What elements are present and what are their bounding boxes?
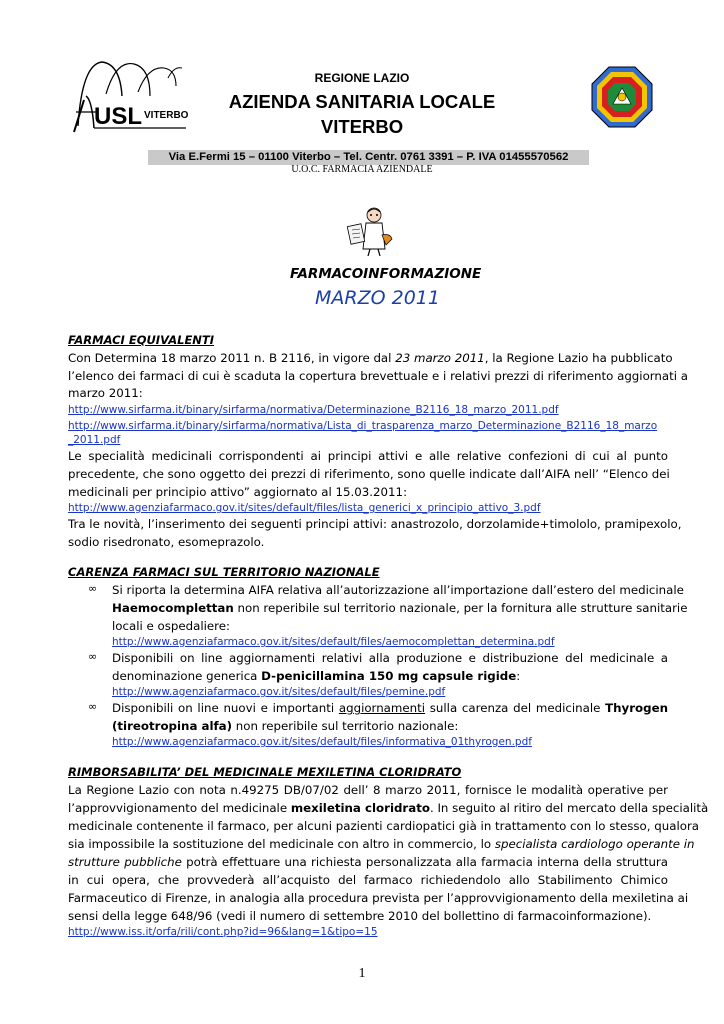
paragraph-line: medicinale contenente il farmaco, per alcuni pazienti cardiopatici già in trattamento con lo stesso, qualora	[68, 819, 700, 833]
paragraph-line: Con Determina 18 marzo 2011 n. B 2116, in vigore dal 23 marzo 2011, la Regione Lazio ha pubblicato	[68, 351, 673, 365]
department-name: U.O.C. FARMACIA AZIENDALE	[291, 164, 433, 175]
paragraph-line: Farmaceutico di Firenze, in analogia alla procedura prevista per l’approvvigionamento della mexiletina ai	[68, 891, 689, 905]
link-pemine[interactable]: http://www.agenziafarmaco.gov.it/sites/default/files/pemine.pdf	[112, 686, 446, 698]
paragraph-line: sensi della legge 648/96 (vedi il numero di settembre 2010 del bollettino di farmacoinformazione).	[68, 909, 652, 923]
bullet-line: denominazione generica D-penicillamina 150 mg capsule rigide:	[112, 669, 521, 683]
section-heading-carenza-farmaci: CARENZA FARMACI SUL TERRITORIO NAZIONALE	[68, 565, 380, 579]
agency-name: AZIENDA SANITARIA LOCALE	[228, 91, 496, 112]
bullet-line: Haemocomplettan non reperibile sul territorio nazionale, per la fornitura alle strutture sanitarie	[112, 601, 688, 615]
link-lista-generici[interactable]: http://www.agenziafarmaco.gov.it/sites/default/files/lista_generici_x_principio_attivo_3.pdf	[68, 502, 541, 514]
paragraph-line: l’approvvigionamento del medicinale mexiletina cloridrato. In seguito al ritiro del mercato della specialità	[68, 801, 709, 815]
paragraph-line: La Regione Lazio con nota n.49275 DB/07/02 dell’ 8 marzo 2011, fornisce le modalità operative per	[68, 783, 668, 797]
paragraph-line: in cui opera, che provvederà all’acquisto del farmaco richiedendolo allo Stabilimento Chimico	[68, 873, 668, 887]
svg-text:VITERBO: VITERBO	[144, 110, 189, 121]
section-heading-farmaci-equivalenti: FARMACI EQUIVALENTI	[68, 333, 215, 347]
paragraph-line: marzo 2011:	[68, 386, 143, 400]
paragraph-line: l’elenco dei farmaci di cui è scaduta la copertura brevettuale e i relativi prezzi di riferimento aggiornati a	[68, 369, 689, 383]
bullet-line: Si riporta la determina AIFA relativa all’autorizzazione all’importazione dall’estero del medicinale	[112, 583, 684, 597]
paragraph-line: Le specialità medicinali corrispondenti ai principi attivi e alle relative confezioni di cui al punto	[68, 449, 668, 463]
paragraph-line: sia impossibile la sostituzione del medicinale con altro in commercio, lo specialista cardiologo operante in	[68, 837, 695, 851]
paragraph-line: precedente, che sono oggetto dei prezzi di riferimento, sono quelle indicate dall’AIFA nell’ “Elenco dei	[68, 467, 670, 481]
address-bar: Via E.Fermi 15 – 01100 Viterbo – Tel. Centr. 0761 3391 – P. IVA 01455570562	[148, 150, 589, 165]
page-number: 1	[358, 966, 366, 981]
paragraph-line: medicinali per principio attivo” aggiornato al 15.03.2011:	[68, 485, 408, 499]
section-heading-mexiletina: RIMBORSABILITA’ DEL MEDICINALE MEXILETINA CLORIDRATO	[68, 765, 462, 779]
regione-lazio-crest-icon	[591, 66, 653, 128]
bullet-line: locali e ospedaliere:	[112, 619, 230, 633]
bullet-icon: ∞	[88, 700, 98, 713]
link-thyrogen[interactable]: http://www.agenziafarmaco.gov.it/sites/default/files/informativa_01thyrogen.pdf	[112, 736, 532, 748]
bullet-line: Disponibili on line aggiornamenti relativi alla produzione e distribuzione del medicinale a	[112, 651, 668, 665]
bullet-icon: ∞	[88, 582, 98, 595]
link-lista-trasparenza-cont[interactable]: _2011.pdf	[68, 434, 121, 446]
link-iss-orfa[interactable]: http://www.iss.it/orfa/rili/cont.php?id=96&lang=1&tipo=15	[68, 926, 378, 938]
link-determinazione[interactable]: http://www.sirfarma.it/binary/sirfarma/normativa/Determinazione_B2116_18_marzo_2011.pdf	[68, 404, 559, 416]
pharmacist-clipart-icon	[346, 205, 398, 257]
svg-text:USL: USL	[94, 103, 142, 130]
link-lista-trasparenza[interactable]: http://www.sirfarma.it/binary/sirfarma/normativa/Lista_di_trasparenza_marzo_Determinazione_B2116_18_marzo	[68, 420, 658, 432]
bullet-line: (tireotropina alfa) non reperibile sul territorio nazionale:	[112, 719, 459, 733]
paragraph-line: Tra le novità, l’inserimento dei seguenti principi attivi: anastrozolo, dorzolamide+timololo, pramipexolo,	[68, 517, 682, 531]
link-aemocomplettan[interactable]: http://www.agenziafarmaco.gov.it/sites/default/files/aemocomplettan_determina.pdf	[112, 636, 555, 648]
paragraph-line: strutture pubbliche potrà effettuare una richiesta personalizzata alla farmacia interna della struttura	[68, 855, 669, 869]
bulletin-title: FARMACOINFORMAZIONE	[290, 266, 482, 282]
paragraph-line: sodio risedronato, esomeprazolo.	[68, 535, 265, 549]
region-name: REGIONE LAZIO	[314, 71, 410, 85]
bullet-icon: ∞	[88, 650, 98, 663]
bulletin-month: MARZO 2011	[315, 287, 440, 309]
bullet-line: Disponibili on line nuovi e importanti aggiornamenti sulla carenza del medicinale Thyrogen	[112, 701, 668, 715]
city-name: VITERBO	[320, 116, 404, 137]
